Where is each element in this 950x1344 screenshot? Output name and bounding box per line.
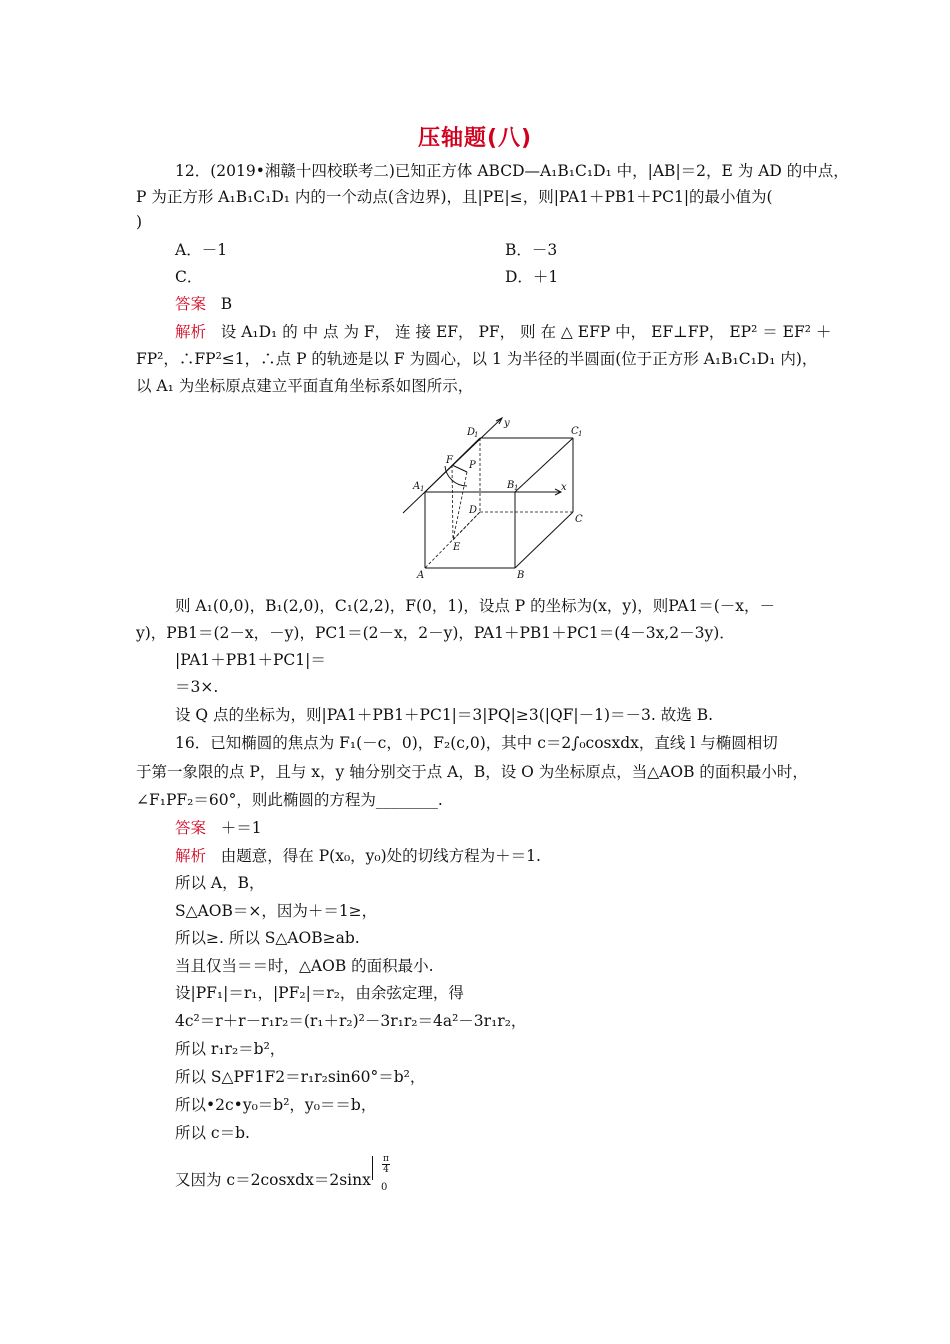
analysis-16-line-9: 所以 S△PF1F2＝r₁r₂sin60°＝b²， [175,1068,426,1086]
label-a1-sub: 1 [420,485,425,493]
analysis-16-line-7: 4c²＝r＋r－r₁r₂＝(r₁＋r₂)²－3r₁r₂＝4a²－3r₁r₂， [175,1012,527,1030]
limit-lower: 0 [381,1182,388,1193]
option-b: B．－3 [505,241,558,259]
limit-upper [381,1154,391,1175]
answer-label: 答案 [175,295,207,313]
problem12-line-3: ) [136,213,143,231]
analysis-16-line-6: 设|PF₁|＝r₁，|PF₂|＝r₂，由余弦定理，得 [175,984,464,1002]
label-f: F [446,455,453,466]
analysis-text: 设 A₁D₁ 的 中 点 为 F， 连 接 EF， PF， 则 在 △ EFP 中， EF⊥FP， EP² ＝ EF² ＋ [220,323,832,341]
problem16-line-2: 于第一象限的点 P，且与 x，y 轴分别交于点 A，B，设 O 为坐标原点，当△AOB 的面积最小时， [136,763,808,781]
problem12-line-2: P 为正方形 A₁B₁C₁D₁ 内的一个动点(含边界)，且|PE|≤，则|PA1＋PB1＋PC1|的最小值为( [136,188,773,206]
problem16-line-3: ∠F₁PF₂＝60°，则此椭圆的方程为________. [136,791,443,809]
limit-upper-num: π [383,1154,389,1164]
label-c: C [575,514,583,525]
analysis-16-line-2: 所以 A，B， [175,874,265,892]
label-c1-sub: 1 [578,430,583,438]
cube-figure [395,412,595,582]
label-c1: C [571,426,579,437]
integral-limit-bar [372,1154,402,1194]
coords-line-3: |PA1＋PB1＋PC1|＝ [175,651,326,669]
page-title: 压轴题(八) [417,126,533,151]
analysis-16-line-3: S△AOB＝×，因为＋＝1≥， [175,902,378,920]
analysis-text: 由题意，得在 P(x₀，y₀)处的切线方程为＋＝1. [220,847,541,865]
answer-12 [175,294,232,314]
label-x-axis: x [561,482,567,493]
analysis-16-last-line: 又因为 c＝2cosxdx＝2sinx [175,1171,371,1189]
label-e: E [453,542,461,553]
limit-upper-den: 4 [383,1165,389,1175]
analysis-16-line-1 [175,846,541,866]
option-c: C． [175,268,203,286]
coords-line-5: 设 Q 点的坐标为，则|PA1＋PB1＋PC1|＝3|PQ|≥3(|QF|－1)＝－3. 故选 B. [175,706,714,724]
label-b1-sub: 1 [514,484,519,492]
label-d1-sub: 1 [474,431,479,439]
label-p: P [469,460,476,471]
label-d1: D [467,427,476,438]
label-a1: A [413,481,421,492]
analysis-label: 解析 [175,847,207,865]
option-d: D．＋1 [505,268,559,286]
analysis-16-line-4: 所以≥. 所以 S△AOB≥ab. [175,929,360,947]
analysis-16-line-8: 所以 r₁r₂＝b²， [175,1040,286,1058]
analysis-16-line-5: 当且仅当＝＝时，△AOB 的面积最小. [175,957,434,975]
problem16-line-1: 16．已知椭圆的焦点为 F₁(－c，0)，F₂(c,0)，其中 c＝2∫₀cosxdx，直线 l 与椭圆相切 [175,734,778,752]
label-b1: B [507,480,515,491]
coords-line-2: y)，PB1＝(2－x，－y)，PC1＝(2－x，2－y)，PA1＋PB1＋PC1＝(4－3x,2－3y)． [136,624,735,642]
analysis-12-line-2: FP²，∴FP²≤1，∴点 P 的轨迹是以 F 为圆心，以 1 为半径的半圆面(位于正方形 A₁B₁C₁D₁ 内)， [136,350,818,368]
answer-16 [175,818,262,838]
analysis-label: 解析 [175,323,207,341]
label-y-axis: y [504,418,510,429]
label-d: D [469,505,478,516]
coords-line-1: 则 A₁(0,0)，B₁(2,0)，C₁(2,2)，F(0，1)，设点 P 的坐标为(x，y)，则PA1＝(－x，－ [175,597,776,615]
label-a: A [417,570,425,581]
answer-value: B [220,295,233,313]
analysis-12-line-1 [175,322,831,342]
analysis-16-line-10: 所以•2c•y₀＝b²，y₀＝＝b， [175,1096,377,1114]
option-a: A．－1 [175,241,228,259]
answer-label: 答案 [175,819,207,837]
analysis-12-line-3: 以 A₁ 为坐标原点建立平面直角坐标系如图所示， [136,377,474,395]
problem12-line-1: 12．(2019•湘赣十四校联考二)已知正方体 ABCD—A₁B₁C₁D₁ 中，|AB|＝2，E 为 AD 的中点， [175,162,849,180]
analysis-16-line-11: 所以 c＝b. [175,1124,250,1142]
answer-value: ＋＝1 [220,819,262,837]
coords-line-4: ＝3×. [175,678,219,696]
label-b: B [517,570,525,581]
limit-bar [372,1156,373,1180]
